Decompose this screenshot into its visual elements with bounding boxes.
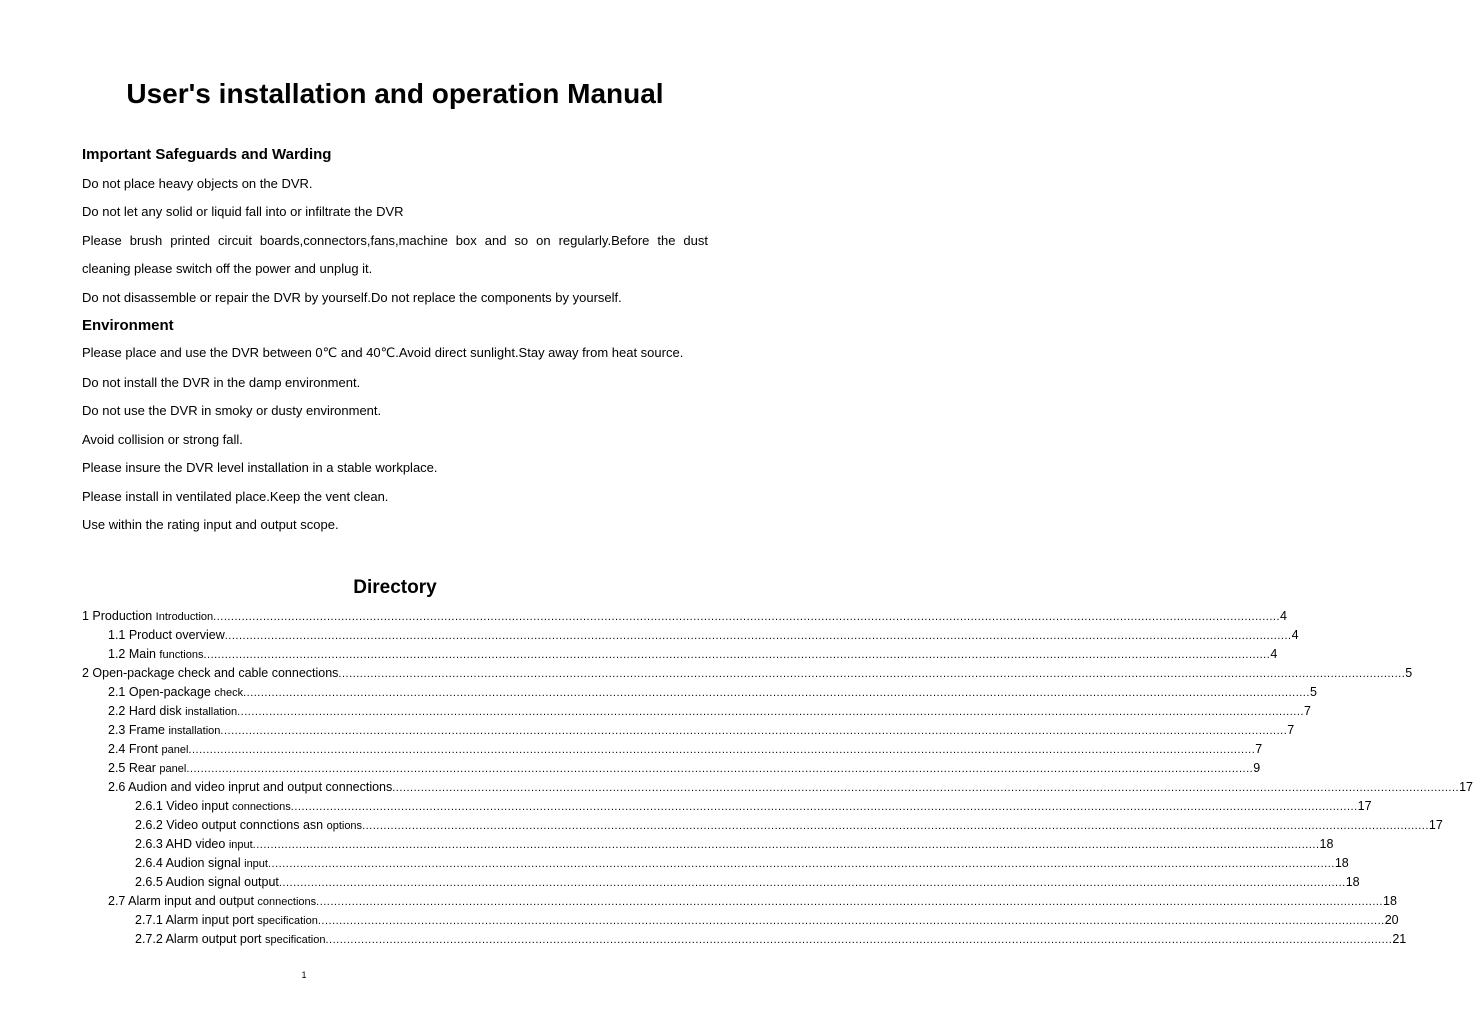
toc-entry-title: 2.6.4 Audion signal xyxy=(135,856,245,870)
toc-entry-title: 2.2 Hard disk xyxy=(108,704,186,718)
toc-entry-label xyxy=(135,873,279,892)
toc-entry[interactable] xyxy=(82,873,1360,892)
toc-entry-title: 2.1 Open-package xyxy=(108,685,215,699)
toc-entry-title-suffix: specification xyxy=(257,915,318,927)
toc-entry-title: 2.6.2 Video output connctions asn xyxy=(135,818,327,832)
toc-page-number: 18 xyxy=(1383,894,1397,908)
toc-dot-leader: ............................................................................................................................................................................................................................................................................................................ xyxy=(252,839,1320,851)
toc-entry-title-suffix: functions xyxy=(159,649,204,661)
toc-entry[interactable] xyxy=(82,683,1317,702)
toc-page-number: 9 xyxy=(1253,761,1261,775)
environment-heading: Environment xyxy=(82,317,174,334)
environment-line: Please insure the DVR level installation in a stable workplace. xyxy=(82,460,438,475)
toc-entry-title: 2.5 Rear xyxy=(108,761,160,775)
toc-entry[interactable] xyxy=(82,778,1473,797)
toc-entry-label xyxy=(135,797,291,817)
toc-entry[interactable] xyxy=(82,797,1372,816)
toc-entry-label xyxy=(135,911,318,931)
toc-entry-title: 2.4 Front xyxy=(108,742,162,756)
safeguard-line: cleaning please switch off the power and unplug it. xyxy=(82,261,373,276)
toc-entry-title: 2.6.5 Audion signal output xyxy=(135,875,279,889)
toc-entry[interactable] xyxy=(82,930,1407,949)
environment-line: Please place and use the DVR between 0℃ and 40℃.Avoid direct sunlight.Stay away from heat source. xyxy=(82,345,684,360)
toc-entry[interactable] xyxy=(82,626,1299,645)
toc-entry-title: 1 Production xyxy=(82,609,156,623)
toc-page-number: 4 xyxy=(1291,628,1299,642)
toc-entry-title: 2.6.3 AHD video xyxy=(135,837,229,851)
toc-entry[interactable] xyxy=(82,759,1261,778)
toc-dot-leader: ............................................................................................................................................................................................................................................................................................................ xyxy=(220,725,1288,737)
toc-dot-leader: ............................................................................................................................................................................................................................................................................................................ xyxy=(278,877,1346,889)
toc-dot-leader: ............................................................................................................................................................................................................................................................................................................ xyxy=(224,630,1292,642)
toc-entry-title: 2 Open-package check and cable connections xyxy=(82,666,339,680)
toc-entry-label xyxy=(108,702,237,722)
toc-entry-label xyxy=(108,683,243,703)
toc-dot-leader: ............................................................................................................................................................................................................................................................................................................ xyxy=(186,763,1254,775)
toc-entry-title: 2.6 Audion and video inprut and output connections xyxy=(108,780,393,794)
toc-entry-label xyxy=(108,721,220,741)
toc-entry[interactable] xyxy=(82,740,1263,759)
toc-dot-leader: ............................................................................................................................................................................................................................................................................................................ xyxy=(243,687,1310,699)
toc-page-number: 18 xyxy=(1334,856,1349,870)
toc-page-number: 18 xyxy=(1345,875,1360,889)
toc-entry[interactable] xyxy=(82,607,1287,626)
toc-entry-title-suffix: specification xyxy=(264,934,326,946)
toc-dot-leader: ............................................................................................................................................................................................................................................................................................................ xyxy=(392,782,1460,794)
toc-entry[interactable] xyxy=(82,816,1443,835)
toc-entry-title: 2.7.1 Alarm input port xyxy=(135,913,258,927)
toc-dot-leader: ............................................................................................................................................................................................................................................................................................................ xyxy=(290,801,1358,813)
safeguard-line: Do not disassemble or repair the DVR by yourself.Do not replace the components by yourself. xyxy=(82,290,622,305)
safeguard-line: Do not let any solid or liquid fall into or infiltrate the DVR xyxy=(82,204,404,219)
toc-entry-title-suffix: check xyxy=(214,687,244,699)
toc-entry-label xyxy=(135,930,326,950)
toc-entry[interactable] xyxy=(82,854,1349,873)
toc-page-number: 7 xyxy=(1255,742,1263,756)
toc-dot-leader: ............................................................................................................................................................................................................................................................................................................ xyxy=(237,706,1304,718)
toc-entry-title-suffix: connections xyxy=(232,801,291,813)
toc-entry-label xyxy=(108,778,392,797)
toc-page-number: 21 xyxy=(1392,932,1407,946)
toc-entry-title: 2.3 Frame xyxy=(108,723,169,737)
toc-dot-leader: ............................................................................................................................................................................................................................................................................................................ xyxy=(325,934,1393,946)
directory-title: Directory xyxy=(353,577,437,598)
toc-page-number: 7 xyxy=(1287,723,1295,737)
toc-entry-label xyxy=(108,892,316,912)
toc-entry-title-suffix: installation xyxy=(185,706,238,718)
environment-line: Use within the rating input and output scope. xyxy=(82,517,339,532)
toc-entry-title-suffix: input xyxy=(244,858,268,870)
toc-page-number: 4 xyxy=(1280,609,1287,623)
toc-page-number: 17 xyxy=(1459,780,1473,794)
toc-page-number: 5 xyxy=(1405,666,1413,680)
toc-page-number: 20 xyxy=(1384,913,1399,927)
toc-entry[interactable] xyxy=(82,721,1295,740)
toc-entry-label xyxy=(108,645,203,665)
toc-entry-label xyxy=(82,664,338,683)
toc-dot-leader: ............................................................................................................................................................................................................................................................................................................ xyxy=(317,915,1385,927)
toc-dot-leader: ............................................................................................................................................................................................................................................................................................................ xyxy=(362,820,1429,832)
toc-page-number: 17 xyxy=(1428,818,1443,832)
toc-entry-label xyxy=(108,759,186,779)
toc-entry-label xyxy=(135,816,362,836)
toc-entry-title: 2.7 Alarm input and output xyxy=(108,894,258,908)
toc-entry-title: 2.6.1 Video input xyxy=(135,799,233,813)
toc-entry-title-suffix: panel xyxy=(161,744,189,756)
page-number: 1 xyxy=(301,970,307,980)
environment-line: Do not install the DVR in the damp environment. xyxy=(82,375,361,390)
safeguard-line: Do not place heavy objects on the DVR. xyxy=(82,176,313,191)
document-title: User's installation and operation Manual xyxy=(126,78,664,109)
toc-entry-title-suffix: installation xyxy=(168,725,221,737)
toc-dot-leader: ............................................................................................................................................................................................................................................................................................................ xyxy=(188,744,1256,756)
toc-entry-title-suffix: input xyxy=(228,839,253,851)
toc-entry-label xyxy=(135,854,268,874)
environment-line: Please install in ventilated place.Keep the vent clean. xyxy=(82,489,389,504)
toc-entry-title: 1.1 Product overview xyxy=(108,628,225,642)
toc-page-number: 18 xyxy=(1319,837,1334,851)
toc-entry[interactable] xyxy=(82,911,1399,930)
toc-entry-label xyxy=(108,626,225,645)
toc-page-number: 17 xyxy=(1357,799,1372,813)
toc-dot-leader: ............................................................................................................................................................................................................................................................................................................ xyxy=(338,668,1406,680)
environment-line: Do not use the DVR in smoky or dusty environment. xyxy=(82,403,382,418)
toc-entry-title: 2.7.2 Alarm output port xyxy=(135,932,265,946)
toc-entry-title: 1.2 Main xyxy=(108,647,160,661)
toc-entry[interactable] xyxy=(82,645,1278,664)
toc-entry-title-suffix: Introduction xyxy=(155,611,214,623)
toc-entry-label xyxy=(135,835,253,855)
toc-entry-label xyxy=(108,740,188,760)
toc-dot-leader: ............................................................................................................................................................................................................................................................................................................ xyxy=(213,611,1281,623)
toc-page-number: 5 xyxy=(1309,685,1317,699)
environment-line: Avoid collision or strong fall. xyxy=(82,432,243,447)
toc-dot-leader: ............................................................................................................................................................................................................................................................................................................ xyxy=(203,649,1271,661)
toc-page-number: 4 xyxy=(1270,647,1278,661)
toc-entry[interactable] xyxy=(82,835,1334,854)
toc-page-number: 7 xyxy=(1303,704,1311,718)
toc-entry[interactable] xyxy=(82,664,1413,683)
toc-entry-title-suffix: panel xyxy=(159,763,187,775)
safeguard-line: Please brush printed circuit boards,connectors,fans,machine box and so on regularly.Before the dust xyxy=(82,233,708,248)
table-of-contents xyxy=(82,607,1473,949)
toc-dot-leader: ............................................................................................................................................................................................................................................................................................................ xyxy=(267,858,1335,870)
toc-entry[interactable] xyxy=(82,892,1397,911)
toc-entry[interactable] xyxy=(82,702,1311,721)
toc-entry-title-suffix: options xyxy=(326,820,363,832)
toc-entry-label xyxy=(82,607,213,627)
safeguards-heading: Important Safeguards and Warding xyxy=(82,146,332,163)
toc-entry-title-suffix: connections xyxy=(257,896,317,908)
toc-dot-leader: ............................................................................................................................................................................................................................................................................................................ xyxy=(316,896,1383,908)
